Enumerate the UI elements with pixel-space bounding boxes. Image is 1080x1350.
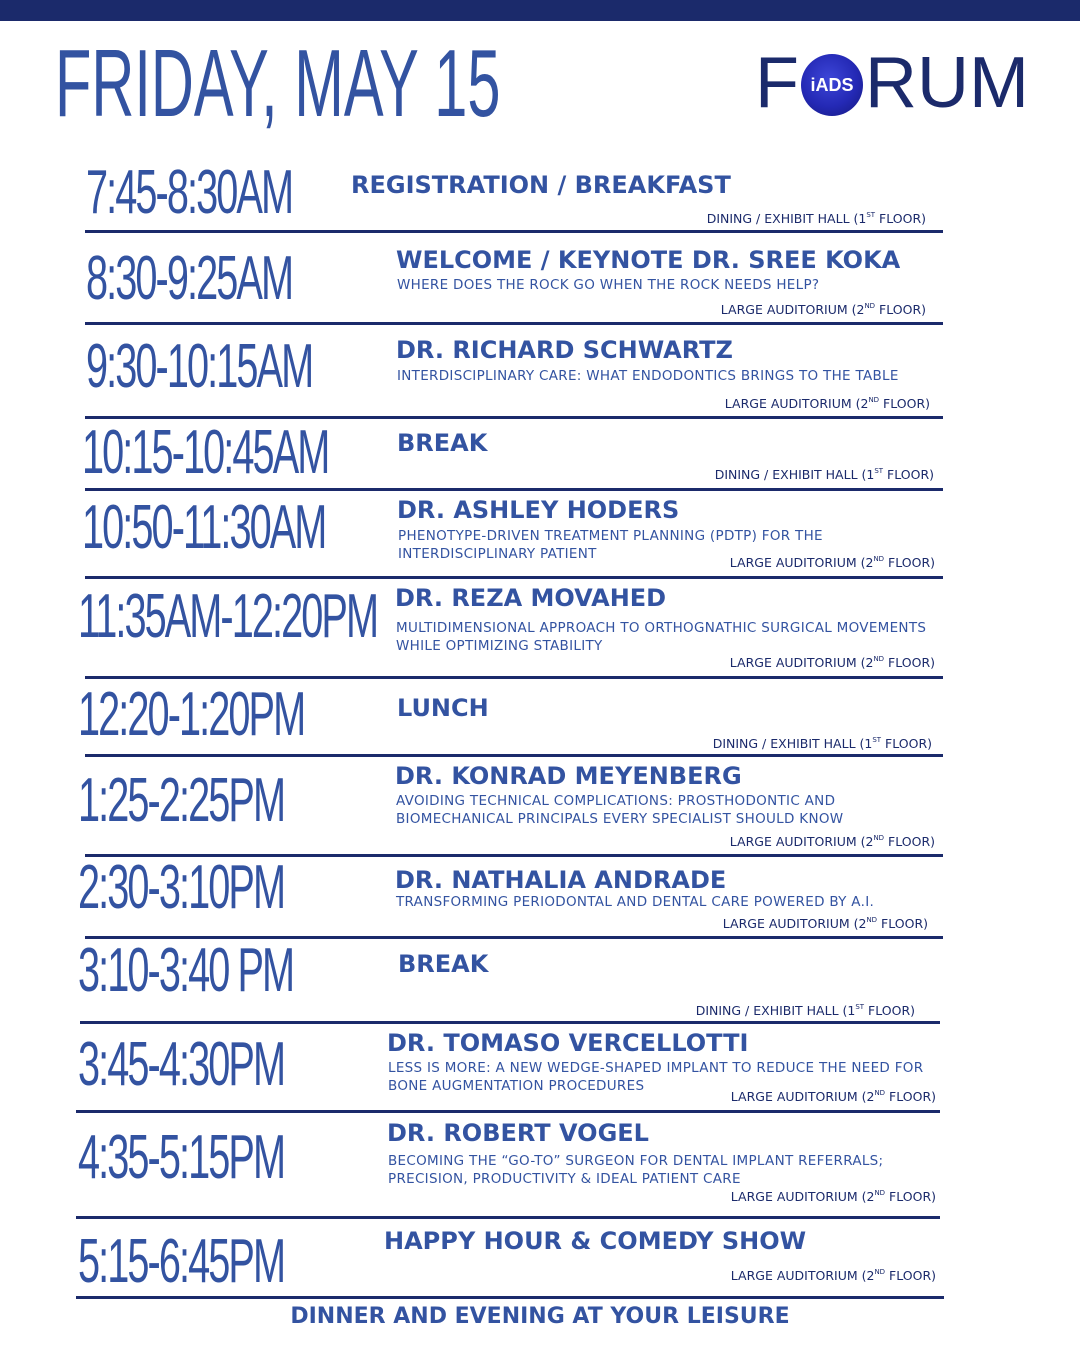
row-divider [76,1296,944,1299]
location-floor-text: FLOOR) [885,1268,936,1283]
floor-ordinal: ND [866,916,878,924]
session-description: LESS IS MORE: A NEW WEDGE-SHAPED IMPLANT TO REDUCE THE NEED FOR BONE AUGMENTATION PROCEDURES [388,1060,924,1094]
session-time: 7:45-8:30AM [86,158,293,227]
session-title: DR. ASHLEY HODERS [397,496,680,524]
row-divider [76,1216,940,1219]
session-time: 3:45-4:30PM [78,1030,285,1099]
row-divider [85,576,943,579]
session-time: 1:25-2:25PM [78,766,285,835]
session-title: LUNCH [397,694,489,722]
location-text: LARGE AUDITORIUM (2 [730,1189,875,1204]
logo-letter-f: F [755,43,799,123]
session-location [721,302,926,318]
session-location [730,555,935,571]
page-title: FRIDAY, MAY 15 [55,30,501,137]
location-floor-text: FLOOR) [885,1189,936,1204]
floor-ordinal: ND [873,555,885,563]
session-location [696,1003,915,1019]
location-floor-text: FLOOR) [875,302,926,317]
session-title: HAPPY HOUR & COMEDY SHOW [384,1227,807,1255]
top-accent-bar [0,0,1080,21]
location-floor-text: FLOOR) [881,736,932,751]
location-floor-text: FLOOR) [879,396,930,411]
location-text: LARGE AUDITORIUM (2 [730,1089,875,1104]
session-description: TRANSFORMING PERIODONTAL AND DENTAL CARE POWERED BY A.I. [396,894,875,910]
row-divider [85,676,943,679]
floor-ordinal: ND [868,396,880,404]
session-location [730,655,935,671]
session-description: INTERDISCIPLINARY CARE: WHAT ENDODONTICS BRINGS TO THE TABLE [397,368,899,384]
location-text: LARGE AUDITORIUM (2 [729,834,874,849]
session-location [725,396,930,412]
session-time: 8:30-9:25AM [86,244,293,313]
floor-ordinal: ND [873,834,885,842]
session-time: 9:30-10:15AM [86,332,313,401]
location-text: DINING / EXHIBIT HALL (1 [714,467,875,482]
session-description: AVOIDING TECHNICAL COMPLICATIONS: PROSTHODONTIC AND BIOMECHANICAL PRINCIPALS EVERY SPECIALIST SHOULD KNOW [396,793,844,827]
logo-letters-rum: RUM [864,43,1029,123]
session-title: DR. ROBERT VOGEL [387,1119,649,1147]
floor-ordinal: ST [855,1003,865,1011]
row-divider [85,754,943,757]
session-location [731,1268,936,1284]
location-floor-text: FLOOR) [883,467,934,482]
location-text: LARGE AUDITORIUM (2 [729,555,874,570]
session-description: MULTIDIMENSIONAL APPROACH TO ORTHOGNATHIC SURGICAL MOVEMENTS WHILE OPTIMIZING STABILITY [396,620,927,654]
footer-note: DINNER AND EVENING AT YOUR LEISURE [290,1304,790,1329]
floor-ordinal: ND [874,1189,886,1197]
session-location [730,834,935,850]
session-time: 3:10-3:40 PM [78,936,294,1005]
floor-ordinal: ND [874,1268,886,1276]
session-time: 10:50-11:30AM [82,493,326,562]
session-location [715,467,934,483]
session-title: DR. KONRAD MEYENBERG [395,762,742,790]
location-text: DINING / EXHIBIT HALL (1 [712,736,873,751]
location-floor-text: FLOOR) [875,211,926,226]
session-description: PHENOTYPE-DRIVEN TREATMENT PLANNING (PDTP) FOR THE INTERDISCIPLINARY PATIENT [398,528,823,562]
logo-circle-badge: iADS [801,54,863,116]
session-title: DR. RICHARD SCHWARTZ [396,336,733,364]
row-divider [85,322,943,325]
session-location [713,736,932,752]
session-time: 10:15-10:45AM [82,418,329,487]
location-text: DINING / EXHIBIT HALL (1 [706,211,867,226]
session-title: BREAK [398,950,489,978]
location-text: LARGE AUDITORIUM (2 [720,302,865,317]
session-time: 12:20-1:20PM [78,680,305,749]
iads-forum-logo [755,43,1029,123]
floor-ordinal: ND [873,655,885,663]
session-title: WELCOME / KEYNOTE DR. SREE KOKA [396,246,901,274]
session-time: 2:30-3:10PM [78,853,285,922]
session-title: DR. NATHALIA ANDRADE [395,866,727,894]
floor-ordinal: ST [874,467,884,475]
location-floor-text: FLOOR) [884,834,935,849]
row-divider [85,230,943,233]
location-text: LARGE AUDITORIUM (2 [724,396,869,411]
session-location [723,916,928,932]
location-floor-text: FLOOR) [877,916,928,931]
location-text: LARGE AUDITORIUM (2 [722,916,867,931]
location-text: LARGE AUDITORIUM (2 [729,655,874,670]
session-description: BECOMING THE “GO-TO” SURGEON FOR DENTAL IMPLANT REFERRALS; PRECISION, PRODUCTIVITY & IDEAL PATIENT CARE [388,1153,884,1187]
session-title: REGISTRATION / BREAKFAST [351,171,731,199]
session-description: WHERE DOES THE ROCK GO WHEN THE ROCK NEEDS HELP? [397,277,820,293]
floor-ordinal: ST [866,211,876,219]
session-title: DR. TOMASO VERCELLOTTI [387,1029,749,1057]
session-location [731,1089,936,1105]
session-location [731,1189,936,1205]
floor-ordinal: ND [874,1089,886,1097]
location-floor-text: FLOOR) [884,555,935,570]
location-floor-text: FLOOR) [884,655,935,670]
location-floor-text: FLOOR) [864,1003,915,1018]
row-divider [85,488,943,491]
session-title: BREAK [397,429,488,457]
session-time: 4:35-5:15PM [78,1123,285,1192]
session-title: DR. REZA MOVAHED [395,584,667,612]
session-time: 11:35AM-12:20PM [78,582,378,651]
row-divider [80,1021,940,1024]
location-floor-text: FLOOR) [885,1089,936,1104]
floor-ordinal: ST [872,736,882,744]
floor-ordinal: ND [864,302,876,310]
row-divider [76,1110,940,1113]
session-location [707,211,926,227]
location-text: DINING / EXHIBIT HALL (1 [695,1003,856,1018]
session-time: 5:15-6:45PM [78,1227,285,1296]
location-text: LARGE AUDITORIUM (2 [730,1268,875,1283]
